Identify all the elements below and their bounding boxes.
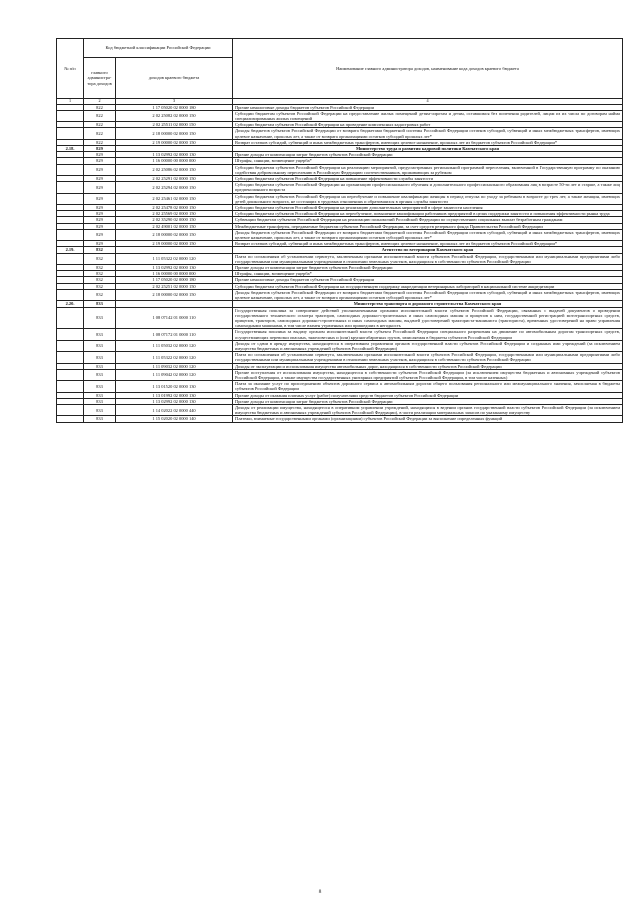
row-number-cell <box>57 416 84 422</box>
row-number-cell: 2.18. <box>57 146 84 152</box>
table-header-row <box>57 39 623 58</box>
administrator-code-cell: 833 <box>84 307 116 329</box>
income-code-cell: 2 18 00000 02 0000 150 <box>116 128 233 139</box>
description-cell: Возврат остатков субсидий, субвенций и иных межбюджетных трансфертов, имеющих целевое назначение, прошлых лет из бюджетов субъектов Российской Федерации* <box>233 241 623 247</box>
income-code-cell: 1 13 02992 02 0000 130 <box>116 398 233 404</box>
description-cell: Возврат остатков субсидий, субвенций и иных межбюджетных трансфертов, имеющих целевое назначение, прошлых лет из бюджетов субъектов Российской Федерации* <box>233 139 623 145</box>
income-code-cell: 2 02 25086 02 0000 150 <box>116 164 233 175</box>
column-number: 1 <box>57 99 84 105</box>
table-row <box>57 352 623 363</box>
table-body <box>57 104 623 422</box>
description-cell: Доходы от эксплуатации и использования имущества автомобильных дорог, находящихся в собственности субъектов Российской Федерации <box>233 363 623 369</box>
description-cell: Прочие неналоговые доходы бюджетов субъектов Российской Федерации <box>233 277 623 283</box>
income-code-cell: 1 14 02022 02 0000 440 <box>116 404 233 415</box>
description-cell: Прочие поступления от использования имущества, находящегося в собственности субъектов Российской Федерации (за исключением имущества бюджетных и автономных учреждений субъектов Российской Федерации, а также имущества государственных унитарных предприятий субъектов Российской Федерации, в том числе казенных) <box>233 369 623 380</box>
income-code-cell: 1 11 05032 02 0000 120 <box>116 340 233 351</box>
table-row <box>57 182 623 193</box>
administrator-code-cell: 833 <box>84 352 116 363</box>
administrator-code-cell: 833 <box>84 301 116 307</box>
description-cell: Прочие доходы от компенсации затрат бюджетов субъектов Российской Федерации <box>233 398 623 404</box>
column-number: 4 <box>233 99 623 105</box>
description-cell: Прочие доходы от компенсации затрат бюджетов субъектов Российской Федерации <box>233 265 623 271</box>
description-cell: Штрафы, санкции, возмещение ущерба* <box>233 271 623 277</box>
description-cell: Плата по соглашениям об установлении сервитута, заключенным органами исполнительной власти субъектов Российской Федерации, государственными или муниципальными предприятиями либо государственными или муниципальными учреждениями в отношении земельных участков, находящихся в собственности субъектов Российской Федерации <box>233 253 623 264</box>
administrator-code-cell: 832 <box>84 265 116 271</box>
administrator-code-cell: 833 <box>84 416 116 422</box>
administrator-code-cell: 822 <box>84 122 116 128</box>
table-row <box>57 416 623 422</box>
administrator-code-cell: 822 <box>84 139 116 145</box>
description-cell: Доходы от сдачи в аренду имущества, находящегося в оперативном управлении органов государственной власти субъектов Российской Федерации и созданных ими учреждений (за исключением имущества бюджетных и автономных учреждений субъектов Российской Федерации) <box>233 340 623 351</box>
income-code-cell: 1 13 02992 02 0000 130 <box>116 265 233 271</box>
income-code-cell: 2 02 49001 02 0000 150 <box>116 223 233 229</box>
administrator-code-cell: 832 <box>84 283 116 289</box>
income-code-cell: 2 02 25251 02 0000 150 <box>116 283 233 289</box>
administrator-code-cell: 833 <box>84 392 116 398</box>
table-row <box>57 229 623 240</box>
income-code-cell: 2 02 25569 02 0000 150 <box>116 211 233 217</box>
description-cell: Прочие неналоговые доходы бюджетов субъектов Российской Федерации <box>233 104 623 110</box>
income-code-cell: 2 18 00000 02 0000 150 <box>116 289 233 300</box>
income-code-cell: 1 17 05020 02 0000 180 <box>116 277 233 283</box>
administrator-code-cell: 829 <box>84 217 116 223</box>
administrator-code-cell: 833 <box>84 404 116 415</box>
administrator-code-cell: 822 <box>84 104 116 110</box>
description-cell: Доходы бюджетов субъектов Российской Федерации от возврата бюджетами бюджетной системы Российской Федерации остатков субсидий, субвенций и иных межбюджетных трансфертов, имеющих целевое назначение, прошлых лет, а также от возврата организациями остатков субсидий прошлых лет* <box>233 229 623 240</box>
administrator-code-cell: 829 <box>84 241 116 247</box>
description-cell: Государственная пошлина за выдачу органом исполнительной власти субъекта Российской Федерации специального разрешения на движение по автомобильным дорогам транспортных средств, осуществляющих перевозки опасных, тяжеловесных и (или) крупногабаритных грузов, зачисляемая в бюджеты субъектов Российской Федерации <box>233 329 623 340</box>
income-code-cell: 2 02 25478 02 0000 150 <box>116 205 233 211</box>
row-number-cell <box>57 352 84 363</box>
table-row <box>57 340 623 351</box>
section-title-cell: Агентство по ветеринарии Камчатского края <box>233 247 623 253</box>
administrator-code-cell: 833 <box>84 369 116 380</box>
income-code-cell: 1 11 09042 02 0000 120 <box>116 369 233 380</box>
administrator-code-cell: 832 <box>84 277 116 283</box>
column-number: 2 <box>84 99 116 105</box>
income-code-cell: 2 02 25082 02 0000 150 <box>116 110 233 121</box>
row-number-cell <box>57 164 84 175</box>
row-number-cell <box>57 289 84 300</box>
table-row <box>57 289 623 300</box>
description-cell: Субсидии бюджетам субъектов Российской Федерации на проведение комплексных кадастровых работ <box>233 122 623 128</box>
table-row <box>57 164 623 175</box>
table-row <box>57 329 623 340</box>
administrator-code-cell: 833 <box>84 398 116 404</box>
column-number: 3 <box>116 99 233 105</box>
row-number-cell <box>57 404 84 415</box>
administrator-code-cell: 829 <box>84 229 116 240</box>
income-code-cell: 1 08 07142 01 0000 110 <box>116 307 233 329</box>
table-row <box>57 369 623 380</box>
administrator-code-cell: 822 <box>84 110 116 121</box>
budget-classification-table <box>56 38 623 423</box>
section-title-cell: Министерство труда и развития кадровой политики Камчатского края <box>233 146 623 152</box>
income-code-cell: 2 18 00000 02 0000 150 <box>116 229 233 240</box>
administrator-code-cell: 829 <box>84 182 116 193</box>
description-cell: Субсидии бюджетам субъектов Российской Федерации на реализацию дополнительных мероприятий в сфере занятости населения <box>233 205 623 211</box>
description-cell: Субсидии бюджетам субъектов Российской Федерации на организацию профессионального обучения и дополнительного профессионального образования лиц в возрасте 50-ти лет и старше, а также лиц предпенсионного возраста <box>233 182 623 193</box>
administrator-code-cell: 829 <box>84 146 116 152</box>
administrator-code-cell: 829 <box>84 211 116 217</box>
page-number: 8 <box>318 889 322 895</box>
description-cell: Доходы от реализации имущества, находящегося в оперативном управлении учреждений, находящихся в ведении органов государственной власти субъектов Российской Федерации (за исключением имущества бюджетных и автономных учреждений субъектов Российской Федерации), в части реализации материальных запасов по указанному имуществу <box>233 404 623 415</box>
table-row <box>57 307 623 329</box>
administrator-code-cell: 822 <box>84 128 116 139</box>
administrator-code-cell: 829 <box>84 152 116 158</box>
income-code-cell: 1 17 05020 02 0000 180 <box>116 104 233 110</box>
income-code-cell: 1 08 07172 01 0000 110 <box>116 329 233 340</box>
administrator-code-cell: 832 <box>84 271 116 277</box>
income-code-cell: 1 13 01520 02 0000 130 <box>116 381 233 392</box>
description-cell: Субсидии бюджетам субъектов Российской Федерации на реализацию мероприятий, предусмотренных региональной программой переселения, включенной в Государственную программу по оказанию содействия добровольному переселению в Российскую Федерацию соотечественников, проживающих за рубежом <box>233 164 623 175</box>
administrator-code-cell: 832 <box>84 289 116 300</box>
income-code-cell: 1 11 05322 02 0000 120 <box>116 253 233 264</box>
row-number-cell <box>57 110 84 121</box>
description-cell: Плата по соглашениям об установлении сервитута, заключенным органами исполнительной власти субъектов Российской Федерации, государственными или муниципальными предприятиями либо государственными или муниципальными учреждениями в отношении земельных участков, находящихся в собственности субъектов Российской Федерации <box>233 352 623 363</box>
row-number-cell: 2.19. <box>57 247 84 253</box>
administrator-code-cell: 833 <box>84 363 116 369</box>
administrator-code-cell: 829 <box>84 164 116 175</box>
description-cell: Государственная пошлина за совершение действий уполномоченными органами исполнительной власти субъектов Российской Федерации, связанных с выдачей документов о проведении государственного технического осмотра тракторов, самоходных дорожно-строительных и иных самоходных машин и прицепов к ним, государственной регистрацией мототранспортных средств, прицепов, тракторов, самоходных дорожно-строительных и иных самоходных машин, выдачей удостоверений тракториста-машиниста (тракториста), временных удостоверений на право управления самоходными машинами, в том числе взамен утраченных или пришедших в негодность <box>233 307 623 329</box>
column-header-income-code: доходов краевого бюджета <box>116 58 233 99</box>
row-number-cell <box>57 329 84 340</box>
description-cell: Плата за оказание услуг по присоединению объектов дорожного сервиса к автомобильным дорогам общего пользования регионального или межмуниципального значения, зачисляемая в бюджеты субъектов Российской Федерации <box>233 381 623 392</box>
income-code-cell: 1 13 01992 02 0000 130 <box>116 392 233 398</box>
column-header-administrator: главного администра-тора доходов <box>84 58 116 99</box>
row-number-cell <box>57 253 84 264</box>
row-number-cell <box>57 182 84 193</box>
description-cell: Доходы бюджетов субъектов Российской Федерации от возврата бюджетами бюджетной системы Российской Федерации остатков субсидий, субвенций и иных межбюджетных трансфертов, имеющих целевое назначение, прошлых лет, а также от возврата организациями остатков субсидий прошлых лет* <box>233 128 623 139</box>
description-cell: Субсидии бюджетам субъектов Российской Федерации на повышение эффективности службы занятости <box>233 176 623 182</box>
administrator-code-cell: 833 <box>84 329 116 340</box>
table-row <box>57 404 623 415</box>
administrator-code-cell: 829 <box>84 176 116 182</box>
document-page <box>56 38 622 423</box>
description-cell: Субсидии бюджетам субъектов Российской Федерации на переобучение, повышение квалификации работников предприятий в целях поддержки занятости и повышения эффективности рынка труда <box>233 211 623 217</box>
income-code-cell: 2 02 25511 02 0000 150 <box>116 122 233 128</box>
table-row <box>57 128 623 139</box>
administrator-code-cell: 833 <box>84 340 116 351</box>
administrator-code-cell: 829 <box>84 223 116 229</box>
row-number-cell <box>57 369 84 380</box>
row-number-cell <box>57 193 84 204</box>
description-cell: Прочие доходы от оказания платных услуг (работ) получателями средств бюджетов субъектов Российской Федерации <box>233 392 623 398</box>
row-number-cell <box>57 307 84 329</box>
income-code-cell: 1 15 02020 02 0000 140 <box>116 416 233 422</box>
table-row <box>57 253 623 264</box>
description-cell: Субвенции бюджетам субъектов Российской Федерации на реализацию полномочий Российской Федерации по осуществлению социальных выплат безработным гражданам <box>233 217 623 223</box>
table-row <box>57 110 623 121</box>
table-row <box>57 381 623 392</box>
row-number-cell <box>57 229 84 240</box>
administrator-code-cell: 832 <box>84 253 116 264</box>
description-cell: Прочие доходы от компенсации затрат бюджетов субъектов Российской Федерации <box>233 152 623 158</box>
income-code-cell: 2 02 25294 02 0000 150 <box>116 182 233 193</box>
description-cell: Штрафы, санкции, возмещение ущерба* <box>233 158 623 164</box>
income-code-cell: 1 16 00000 00 0000 000 <box>116 158 233 164</box>
income-code-cell: 1 11 05322 02 0000 120 <box>116 352 233 363</box>
description-cell: Межбюджетные трансферты, передаваемые бюджетам субъектов Российской Федерации, за счет средств резервного фонда Правительства Российской Федерации <box>233 223 623 229</box>
income-code-cell: 1 13 02992 02 0000 130 <box>116 152 233 158</box>
administrator-code-cell: 829 <box>84 205 116 211</box>
row-number-cell <box>57 381 84 392</box>
administrator-code-cell: 833 <box>84 381 116 392</box>
administrator-code-cell: 829 <box>84 193 116 204</box>
row-number-cell <box>57 128 84 139</box>
administrator-code-cell: 832 <box>84 247 116 253</box>
income-code-cell: 2 19 00000 02 0000 150 <box>116 241 233 247</box>
column-header-number: № п/п <box>57 39 84 99</box>
section-title-cell: Министерство транспорта и дорожного строительства Камчатского края <box>233 301 623 307</box>
table-row <box>57 193 623 204</box>
income-code-cell: 2 19 00000 02 0000 150 <box>116 139 233 145</box>
description-cell: Субсидии бюджетам субъектов Российской Федерации на предоставление жилых помещений детям-сиротам и детям, оставшимся без попечения родителей, лицам из их числа по договорам найма специализированных жилых помещений <box>233 110 623 121</box>
column-header-name: Наименование главного администратора доходов, наименование кода доходов краевого бюджета <box>233 39 623 99</box>
description-cell: Платежи, взимаемые государственными органами (организациями) субъектов Российской Федерации за выполнение определенных функций <box>233 416 623 422</box>
income-code-cell: 2 02 25461 02 0000 150 <box>116 193 233 204</box>
row-number-cell: 2.20. <box>57 301 84 307</box>
income-code-cell: 2 02 25291 02 0000 150 <box>116 176 233 182</box>
row-number-cell <box>57 340 84 351</box>
description-cell: Субсидии бюджетам субъектов Российской Федерации на государственную поддержку аккредитации ветеринарных лабораторий в национальной системе аккредитации <box>233 283 623 289</box>
income-code-cell: 1 16 00000 00 0000 000 <box>116 271 233 277</box>
income-code-cell: 2 02 35290 02 0000 150 <box>116 217 233 223</box>
description-cell: Субсидии бюджетам субъектов Российской Федерации на переобучение и повышение квалификации женщин в период отпуска по уходу за ребенком в возрасте до трех лет, а также женщин, имеющих детей дошкольного возраста, не состоящих в трудовых отношениях и обратившихся в органы службы занятости <box>233 193 623 204</box>
income-code-cell: 1 11 09032 02 0000 120 <box>116 363 233 369</box>
administrator-code-cell: 829 <box>84 158 116 164</box>
description-cell: Доходы бюджетов субъектов Российской Федерации от возврата бюджетами бюджетной системы Российской Федерации остатков субсидий, субвенций и иных межбюджетных трансфертов, имеющих целевое назначение, прошлых лет, а также от возврата организациями остатков субсидий прошлых лет* <box>233 289 623 300</box>
column-header-code-group: Код бюджетной классификации Российской Федерации <box>84 39 233 58</box>
